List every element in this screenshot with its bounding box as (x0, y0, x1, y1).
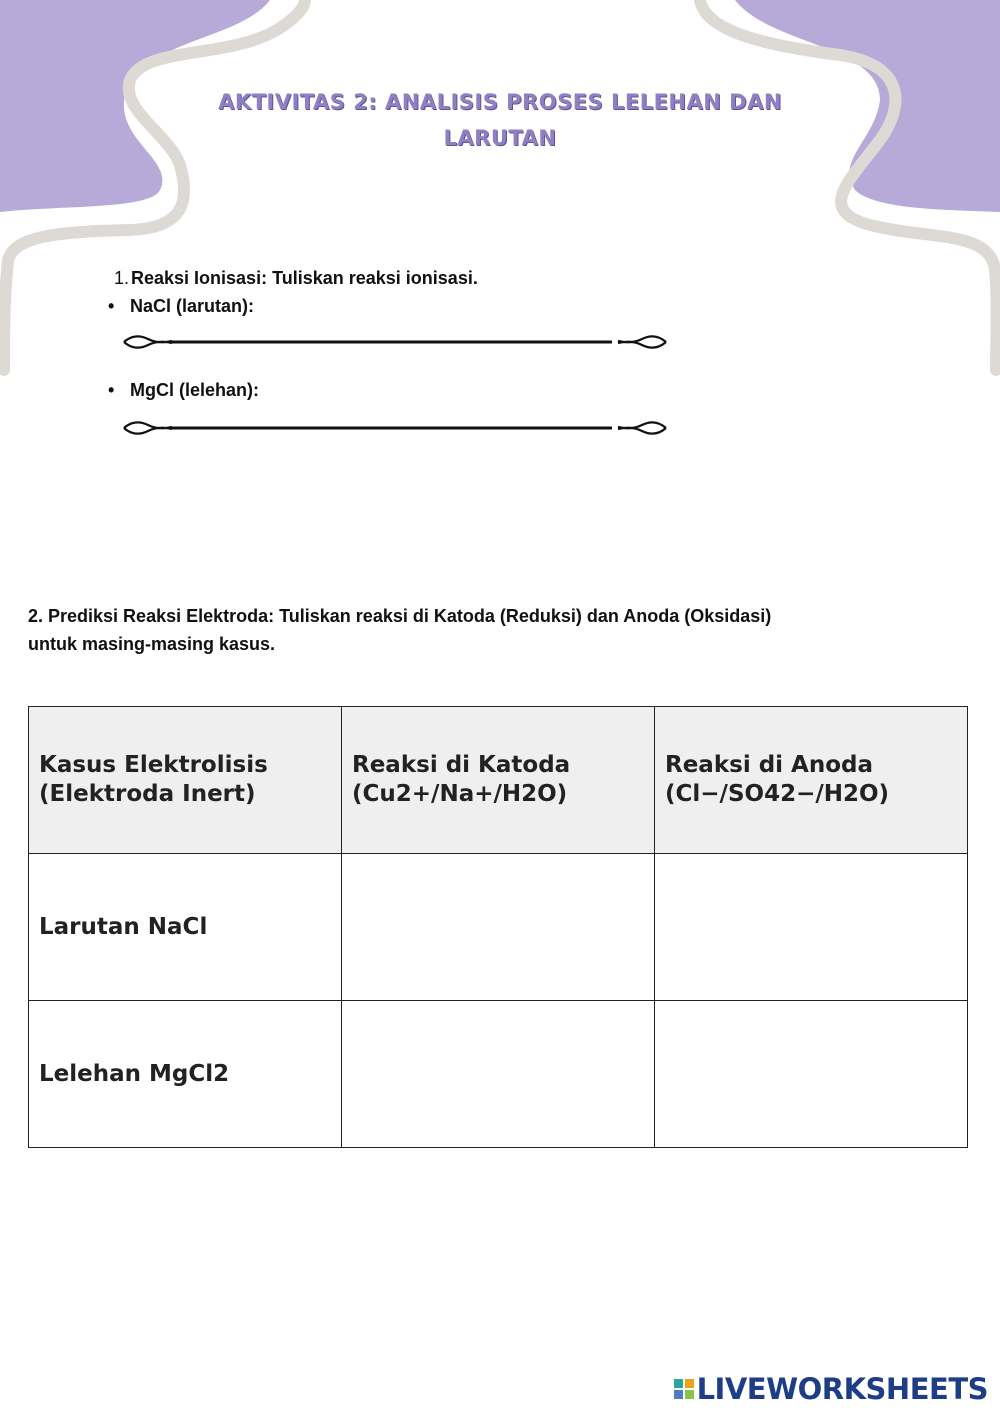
header-case-line-1: Kasus Elektrolisis (39, 752, 268, 778)
header-anoda-line-1: Reaksi di Anoda (665, 752, 874, 778)
header-katoda-line-2: (Cu2+/Na+/H2O) (352, 781, 568, 807)
electrolysis-table (28, 706, 968, 1148)
case-cell-lelehan-mgcl2: Lelehan MgCl2 (29, 1001, 342, 1148)
bullet-nacl-label: NaCl (larutan): (130, 296, 255, 316)
bullet-dot: • (108, 296, 115, 316)
logo-icon (674, 1379, 694, 1399)
header-cell-katoda (342, 707, 655, 854)
question-2 (28, 602, 888, 658)
question-2-line-2: untuk masing-masing kasus. (28, 634, 276, 654)
question-1 (114, 268, 478, 289)
page-title (200, 84, 800, 156)
logo-text: LIVEWORKSHEETS (696, 1372, 988, 1406)
anoda-answer-input[interactable] (655, 854, 968, 1001)
katoda-answer-input[interactable] (342, 854, 655, 1001)
table-header-row (29, 707, 968, 854)
header-katoda-line-1: Reaksi di Katoda (352, 752, 571, 778)
answer-line-mgcl[interactable] (122, 417, 668, 439)
header-decoration (0, 0, 1000, 420)
answer-line-nacl[interactable] (122, 331, 668, 353)
bullet-mgcl (108, 380, 259, 401)
header-cell-case (29, 707, 342, 854)
header-anoda-line-2: (Cl−/SO42−/H2O) (665, 781, 890, 807)
case-cell-larutan-nacl: Larutan NaCl (29, 854, 342, 1001)
katoda-answer-input[interactable] (342, 1001, 655, 1148)
question-1-number: 1. (114, 268, 130, 288)
title-line-2: LARUTAN (443, 126, 557, 150)
bullet-mgcl-label: MgCl (lelehan): (130, 380, 259, 400)
bullet-nacl (108, 296, 254, 317)
header-case-line-2: (Elektroda Inert) (39, 781, 256, 807)
liveworksheets-logo (674, 1372, 988, 1406)
table-row (29, 854, 968, 1001)
bullet-dot: • (108, 380, 115, 400)
question-1-text: Reaksi Ionisasi: Tuliskan reaksi ionisasi. (131, 268, 478, 288)
header-cell-anoda (655, 707, 968, 854)
title-line-1: AKTIVITAS 2: ANALISIS PROSES LELEHAN DAN (218, 90, 782, 114)
question-2-line-1: 2. Prediksi Reaksi Elektroda: Tuliskan reaksi di Katoda (Reduksi) dan Anoda (Oksidasi) (28, 606, 772, 626)
anoda-answer-input[interactable] (655, 1001, 968, 1148)
table-row (29, 1001, 968, 1148)
